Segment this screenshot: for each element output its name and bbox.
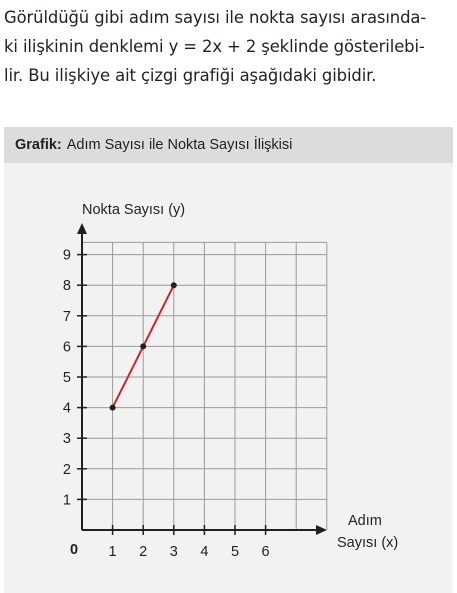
data-point — [171, 282, 177, 288]
x-tick-label: 1 — [108, 544, 117, 560]
caption-label: Grafik: — [15, 137, 62, 153]
y-tick-label: 2 — [62, 461, 71, 478]
y-tick-label: 5 — [62, 370, 71, 386]
x-tick-label: 6 — [261, 544, 270, 560]
chart-ticks — [63, 248, 270, 560]
y-tick-label: 9 — [62, 247, 71, 264]
origin-label: 0 — [70, 542, 79, 558]
caption-title: Adım Sayısı ile Nokta Sayısı İlişkisi — [66, 137, 293, 153]
x-axis-label-line2: Sayısı (x) — [337, 535, 399, 551]
y-tick-label: 1 — [62, 492, 71, 509]
y-tick-label: 3 — [62, 431, 71, 448]
x-tick-label: 2 — [139, 544, 148, 560]
y-axis-arrow — [77, 223, 87, 234]
intro-paragraph: Görüldüğü gibi adım sayısı ile nokta sayısı arasında- ki ilişkinin denklemi y = 2x + 2 şeklinde gösterilebi- lir. Bu ilişkiye ait çizgi grafiği aşağıdaki gibidir. — [4, 8, 427, 85]
y-tick-label: 8 — [62, 278, 71, 295]
chart-axes — [77, 223, 327, 535]
chart-grid — [82, 242, 327, 530]
x-tick-label: 5 — [230, 544, 240, 560]
y-axis-label: Nokta Sayısı (y) — [82, 202, 186, 218]
x-tick-label: 4 — [200, 544, 209, 560]
y-tick-label: 7 — [62, 308, 71, 325]
y-tick-label: 6 — [62, 339, 71, 356]
y-tick-label: 4 — [62, 400, 71, 417]
x-tick-label: 3 — [169, 544, 178, 560]
data-point — [140, 343, 146, 349]
x-axis-arrow — [316, 525, 327, 535]
x-axis-label-line1: Adım — [348, 513, 382, 529]
data-point — [110, 405, 116, 411]
